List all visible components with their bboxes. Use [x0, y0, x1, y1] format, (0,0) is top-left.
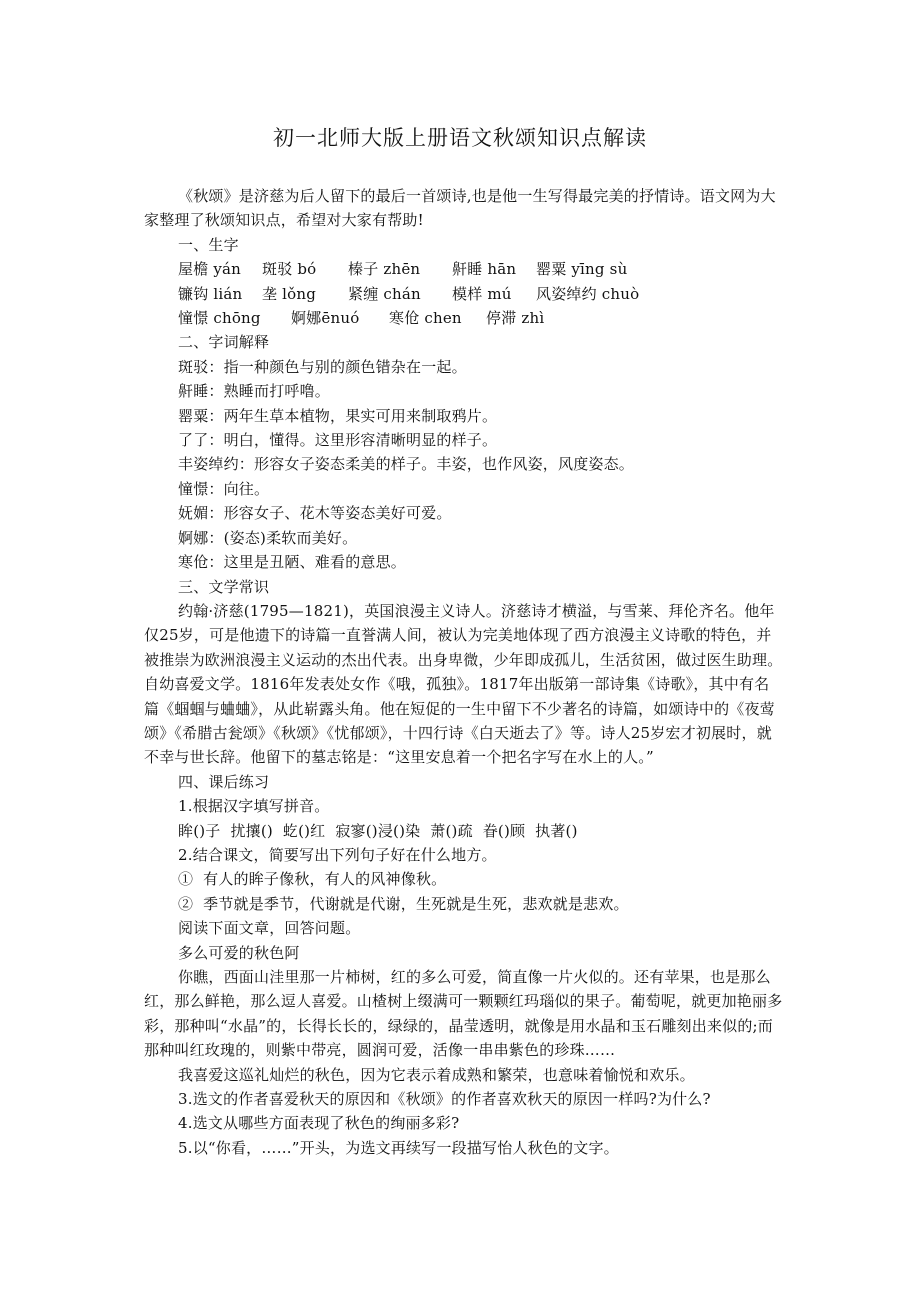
question-2: 2.结合课文，简要写出下列句子好在什么地方。	[178, 845, 497, 864]
vocab-item: 紧缠 chán	[348, 284, 421, 303]
definition-item: 憧憬：向往。	[178, 479, 270, 498]
definition-item: 鼾睡：熟睡而打呼噜。	[178, 382, 331, 401]
definition-item: 斑驳：指一种颜色与别的颜色错杂在一起。	[178, 357, 467, 376]
section-heading-1: 一、生字	[178, 235, 239, 254]
vocab-row	[144, 282, 784, 306]
question-4: 4.选文从哪些方面表现了秋色的绚丽多彩?	[178, 1114, 460, 1133]
vocab-item: 镰钩 lián	[178, 284, 243, 303]
document-body	[144, 184, 784, 1160]
question-1-characters: 眸()子 扰攘() 虼()红 寂寥()浸()染 萧()疏 眷()顾 执著()	[178, 821, 578, 840]
vocab-item: 憧憬 chōng	[178, 309, 261, 328]
vocab-item: 寒伧 chen	[389, 309, 462, 328]
question-3: 3.选文的作者喜爱秋天的原因和《秋颂》的作者喜欢秋天的原因一样吗?为什么?	[178, 1090, 711, 1109]
article-title: 多么可爱的秋色阿	[178, 943, 300, 962]
vocab-item: 榛子 zhēn	[348, 260, 421, 279]
definition-item: 了了：明白，懂得。这里形容清晰明显的样子。	[178, 431, 498, 450]
vocab-item: 停滞 zhì	[486, 309, 545, 328]
vocab-item: 模样 mú	[452, 284, 512, 303]
question-5: 5.以“你看，……”开头，为选文再续写一段描写怡人秋色的文字。	[178, 1138, 619, 1157]
section-heading-3: 三、文学常识	[178, 577, 270, 596]
definition-item: 妩媚：形容女子、花木等姿态美好可爱。	[178, 504, 452, 523]
vocab-row	[144, 306, 784, 330]
vocab-item: 风姿绰约 chuò	[536, 284, 640, 303]
question-1: 1.根据汉字填写拼音。	[178, 797, 330, 816]
vocab-item: 垄 lǒng	[262, 284, 317, 303]
intro-paragraph: 《秋颂》是济慈为后人留下的最后一首颂诗,也是他一生写得最完美的抒情诗。语文网为大家整理了秋颂知识点，希望对大家有帮助!	[144, 187, 776, 230]
vocab-item: 斑驳 bó	[262, 260, 317, 279]
definition-item: 丰姿绰约：形容女子姿态柔美的样子。丰姿，也作风姿，风度姿态。	[178, 455, 635, 474]
article-paragraph: 我喜爱这巡礼灿烂的秋色，因为它表示着成熟和繁荣，也意味着愉悦和欢乐。	[178, 1065, 695, 1084]
vocab-item: 罂粟 yīng sù	[536, 260, 628, 279]
definition-item: 婀娜：(姿态)柔软而美好。	[178, 528, 358, 547]
question-2-sentence-a: ① 有人的眸子像秋，有人的风神像秋。	[178, 870, 447, 889]
definition-item: 寒伧：这里是丑陋、难看的意思。	[178, 553, 407, 572]
section-heading-4: 四、课后练习	[178, 772, 270, 791]
question-2-sentence-b: ② 季节就是季节，代谢就是代谢，生死就是生死，悲欢就是悲欢。	[178, 894, 629, 913]
article-paragraph: 你瞧，西面山洼里那一片柿树，红的多么可爱，简直像一片火似的。还有苹果，也是那么红，那么鲜艳，那么逗人喜爱。山楂树上缀满可一颗颗红玛瑙似的果子。葡萄呢，就更加艳丽多彩，那种叫“水晶”的，长得长长的，绿绿的，晶莹透明，就像是用水晶和玉石雕刻出来似的;而那种叫红玫瑰的，则紫中带亮，圆润可爱，活像一串串紫色的珍珠……	[144, 968, 783, 1060]
page-title: 初一北师大版上册语文秋颂知识点解读	[273, 126, 647, 150]
section-heading-2: 二、字词解释	[178, 333, 270, 352]
vocab-item: 鼾睡 hān	[452, 260, 517, 279]
vocab-row	[144, 257, 784, 281]
keats-paragraph: 约翰·济慈(1795—1821)，英国浪漫主义诗人。济慈诗才横溢，与雪莱、拜伦齐名。他年仅25岁，可是他遗下的诗篇一直誉满人间，被认为完美地体现了西方浪漫主义诗歌的特色，并被推崇为欧洲浪漫主义运动的杰出代表。出身卑微，少年即成孤儿，生活贫困，做过医生助理。自幼喜爱文学。1816年发表处女作《哦，孤独》。1817年出版第一部诗集《诗歌》，其中有名篇《蝈蝈与蛐蛐》，从此崭露头角。他在短促的一生中留下不少著名的诗篇，如颂诗中的《夜莺颂》《希腊古瓮颂》《秋颂》《忧郁颂》，十四行诗《白天逝去了》等。诗人25岁宏才初展时，就不幸与世长辞。他留下的墓志铭是：“这里安息着一个把名字写在水上的人。”	[144, 601, 783, 767]
reading-instruction: 阅读下面文章，回答问题。	[178, 919, 361, 938]
definition-item: 罂粟：两年生草本植物，果实可用来制取鸦片。	[178, 406, 498, 425]
vocab-item: 婀娜ēnuó	[291, 309, 360, 328]
vocab-item: 屋檐 yán	[178, 260, 242, 279]
